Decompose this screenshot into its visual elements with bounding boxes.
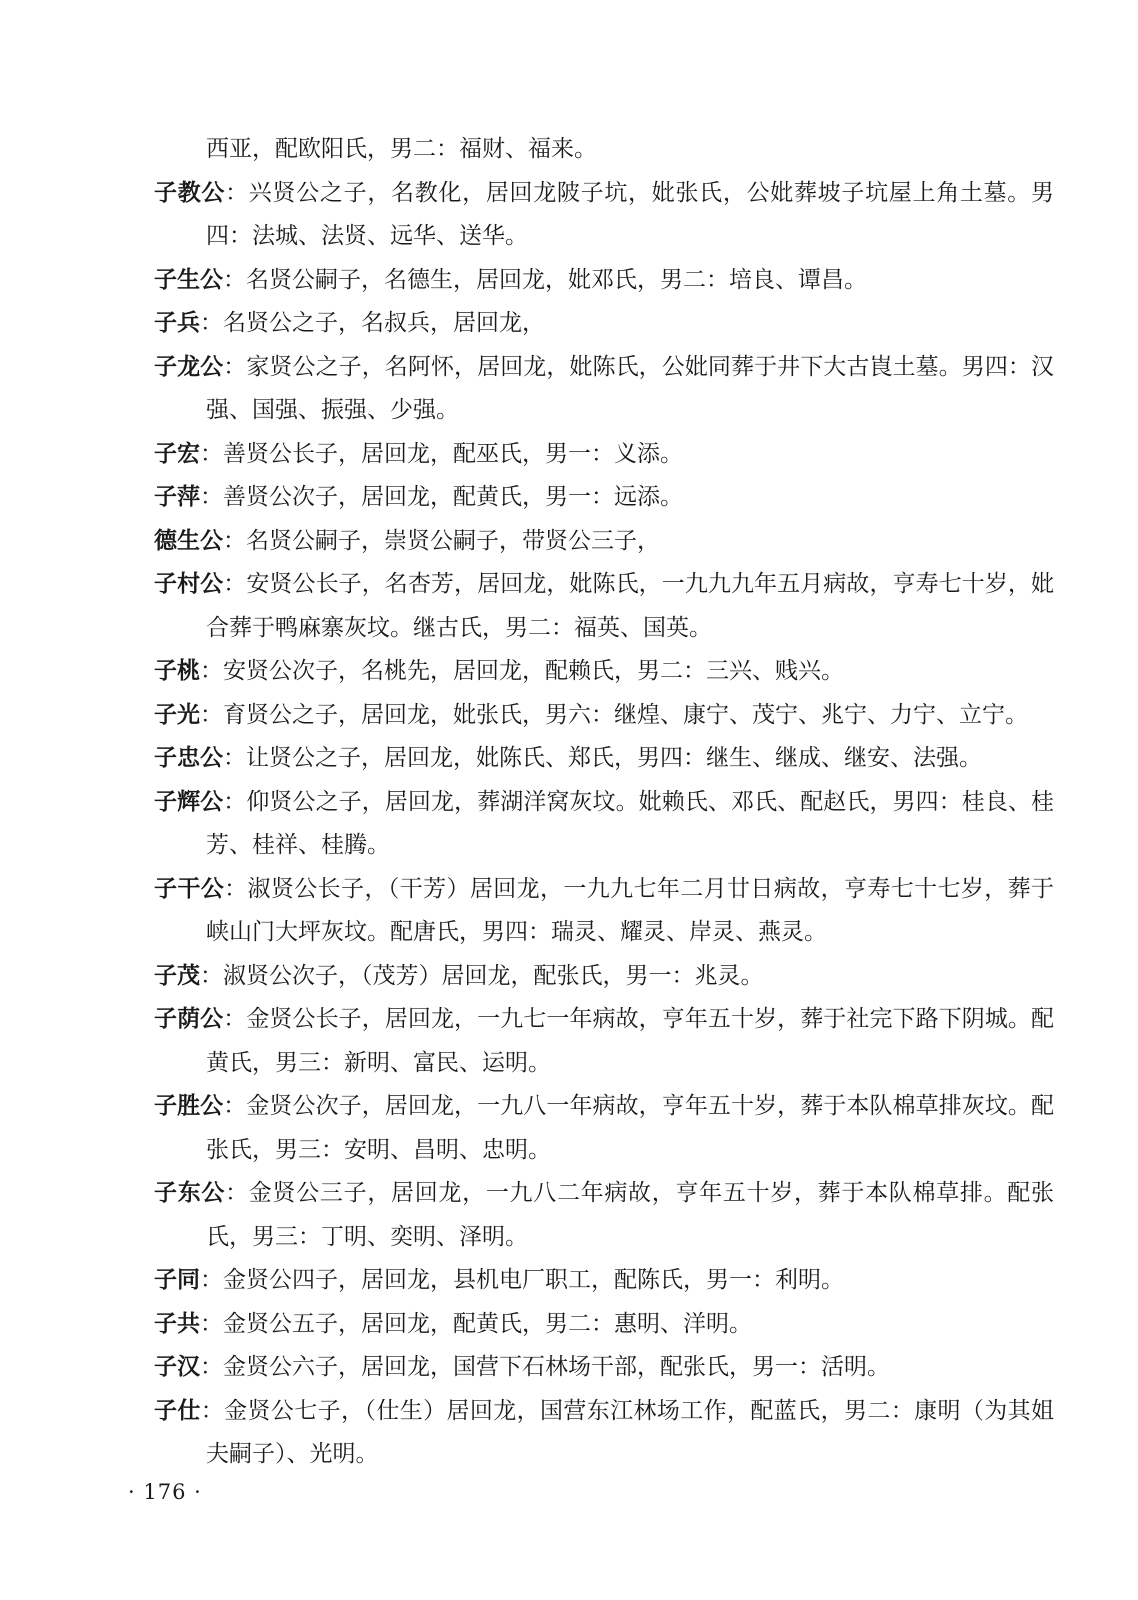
entry-text: ：育贤公之子，居回龙，妣张氏，男六：继煌、康宁、茂宁、兆宁、力宁、立宁。 <box>200 701 1028 728</box>
entry-text: ：淑贤公次子，（茂芳）居回龙，配张氏，男一：兆灵。 <box>200 962 764 989</box>
entry-name: 子辉公 <box>154 788 224 815</box>
entry-name: 子胜公 <box>154 1093 224 1119</box>
entry-name: 子汉 <box>154 1354 200 1380</box>
genealogy-entry <box>154 998 1054 1085</box>
entry-text: ：名贤公嗣子，名德生，居回龙，妣邓氏，男二：培良、谭昌。 <box>223 266 867 293</box>
entry-text: ：金贤公四子，居回龙，县机电厂职工，配陈氏，男一：利明。 <box>200 1267 844 1293</box>
entry-name: 子兵 <box>154 310 200 336</box>
genealogy-entry <box>154 1303 1054 1347</box>
entry-text: ：金贤公次子，居回龙，一九八一年病故，亨年五十岁，葬于本队棉草排灰坟。配张氏，男三：安明、昌明、忠明。 <box>206 1093 1055 1163</box>
genealogy-entry <box>154 346 1054 433</box>
entry-name: 子同 <box>154 1267 200 1293</box>
entry-text: ：家贤公之子，名阿怀，居回龙，妣陈氏，公妣同葬于井下大古崀土墓。男四：汉强、国强、振强、少强。 <box>206 353 1055 423</box>
page-body <box>154 128 1054 1477</box>
genealogy-entry <box>154 563 1054 650</box>
entry-name: 子桃 <box>154 658 200 684</box>
entry-text: ：安贤公次子，名桃先，居回龙，配赖氏，男二：三兴、贱兴。 <box>200 658 844 684</box>
entry-name: 子东公 <box>154 1180 226 1206</box>
genealogy-entry <box>154 259 1054 303</box>
genealogy-entry <box>154 737 1054 781</box>
entry-text: ：仰贤公之子，居回龙，葬湖洋窝灰坟。妣赖氏、邓氏、配赵氏，男四：桂良、桂芳、桂祥、桂腾。 <box>206 788 1055 858</box>
entry-text: ：金贤公七子，（仕生）居回龙，国营东江林场工作，配蓝氏，男二：康明（为其姐夫嗣子）、光明。 <box>200 1397 1055 1467</box>
entry-name: 子荫公 <box>154 1006 224 1032</box>
entry-name: 子干公 <box>154 875 225 902</box>
genealogy-entry <box>154 694 1054 738</box>
entry-name: 子共 <box>154 1310 200 1337</box>
entry-name: 子仕 <box>154 1397 201 1424</box>
genealogy-entry <box>154 1259 1054 1303</box>
entry-name: 子光 <box>154 701 200 728</box>
genealogy-entry <box>154 476 1054 520</box>
entry-text: ：安贤公长子，名杏芳，居回龙，妣陈氏，一九九九年五月病故，亨寿七十岁，妣合葬于鸭麻寨灰坟。继古氏，男二：福英、国英。 <box>206 571 1055 641</box>
genealogy-entry <box>154 1390 1054 1477</box>
entry-text: ：善贤公次子，居回龙，配黄氏，男一：远添。 <box>200 484 683 510</box>
genealogy-entry <box>154 1085 1054 1172</box>
entry-text: ：名贤公之子，名叔兵，居回龙， <box>200 310 545 336</box>
entry-name: 子龙公 <box>154 353 224 380</box>
entry-text: ：让贤公之子，居回龙，妣陈氏、郑氏，男四：继生、继成、继安、法强。 <box>223 745 982 771</box>
genealogy-entry <box>154 868 1054 955</box>
entry-name: 子宏 <box>154 440 200 467</box>
genealogy-entry <box>154 1346 1054 1390</box>
entry-text: ：名贤公嗣子，崇贤公嗣子，带贤公三子， <box>223 527 660 554</box>
genealogy-entry <box>154 1172 1054 1259</box>
entry-name: 子生公 <box>154 266 223 293</box>
genealogy-entry <box>154 433 1054 477</box>
entry-name: 子忠公 <box>154 745 223 771</box>
genealogy-entry <box>154 520 1054 564</box>
entry-text: ：金贤公长子，居回龙，一九七一年病故，亨年五十岁，葬于社完下路下阴城。配黄氏，男三：新明、富民、运明。 <box>206 1006 1055 1076</box>
entry-name: 子村公 <box>154 571 224 597</box>
genealogy-entry <box>154 650 1054 694</box>
entry-text: ：金贤公三子，居回龙，一九八二年病故，亨年五十岁，葬于本队棉草排。配张氏，男三：丁明、奕明、泽明。 <box>206 1180 1055 1250</box>
entry-text: ：淑贤公长子，（干芳）居回龙，一九九七年二月廿日病故，亨寿七十七岁，葬于峡山门大坪灰坟。配唐氏，男四：瑞灵、耀灵、岸灵、燕灵。 <box>206 875 1055 945</box>
genealogy-entry <box>154 172 1054 259</box>
genealogy-entry <box>154 302 1054 346</box>
entry-text: ：金贤公五子，居回龙，配黄氏，男二：惠明、洋明。 <box>200 1310 752 1337</box>
entry-name: 子茂 <box>154 962 200 989</box>
entry-text: ：兴贤公之子，名教化，居回龙陂子坑，妣张氏，公妣葬坡子坑屋上角土墓。男四：法城、法贤、远华、送华。 <box>206 179 1055 249</box>
entry-text: ：金贤公六子，居回龙，国营下石林场干部，配张氏，男一：活明。 <box>200 1354 890 1380</box>
continuation-line: 西亚，配欧阳氏，男二：福财、福来。 <box>206 136 597 162</box>
page-number: · 176 · <box>128 1480 202 1504</box>
entry-list <box>154 172 1054 1477</box>
entry-name: 子教公 <box>154 179 226 206</box>
entry-name: 子萍 <box>154 484 200 510</box>
genealogy-entry <box>154 955 1054 999</box>
entry-name: 德生公 <box>154 527 223 554</box>
genealogy-entry <box>154 781 1054 868</box>
entry-text: ：善贤公长子，居回龙，配巫氏，男一：义添。 <box>200 440 683 467</box>
